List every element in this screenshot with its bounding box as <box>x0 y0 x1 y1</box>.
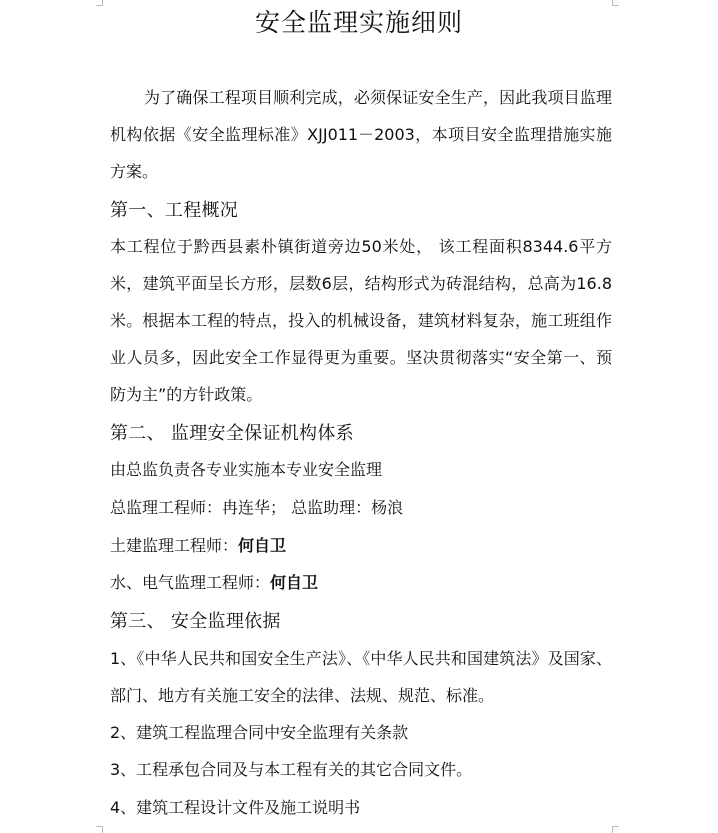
basis-item-2: 2、建筑工程监理合同中安全监理有关条款 <box>110 723 409 742</box>
basis-item-1: 1、《中华人民共和国安全生产法》、《中华人民共和国建筑法》及国家、部门、地方有关施工安全的法律、法规、规范、标准。 <box>110 649 612 705</box>
section1-body: 本工程位于黔西县素朴镇街道旁边50米处， 该工程面积8344.6平方米，建筑平面呈长方形，层数6层，结构形式为砖混结构，总高为16.8米。根据本工程的特点，投入的机械设备，建筑材料复杂，施工班组作业人员多，因此安全工作显得更为重要。坚决贯彻落实“安全第一、预防为主”的方针政策。 <box>110 237 612 404</box>
electrical-engineer-name: 何自卫 <box>270 573 319 592</box>
civil-engineer-line <box>110 535 286 557</box>
basis-item-3: 3、工程承包合同及与本工程有关的其它合同文件。 <box>110 760 473 779</box>
crop-mark-bottom-right <box>612 826 619 833</box>
supervision-line: 由总监负责各专业实施本专业安全监理 <box>110 460 383 479</box>
basis-item-4: 4、建筑工程设计文件及施工说明书 <box>110 798 361 817</box>
electrical-engineer-label: 水、电气监理工程师： <box>110 573 271 592</box>
electrical-engineer-line <box>110 572 318 594</box>
section2-heading: 第二、 监理安全保证机构体系 <box>110 423 354 444</box>
civil-engineer-label: 土建监理工程师： <box>110 536 239 555</box>
civil-engineer-name: 何自卫 <box>238 536 287 555</box>
section1-heading: 第一、工程概况 <box>110 200 239 221</box>
crop-mark-bottom-left <box>96 826 103 833</box>
chief-engineer-line: 总监理工程师：冉连华； 总监助理：杨浪 <box>110 498 404 517</box>
document-title: 安全监理实施细则 <box>254 8 463 37</box>
section3-heading: 第三、 安全监理依据 <box>110 611 281 632</box>
intro-paragraph: 为了确保工程项目顺利完成，必须保证安全生产，因此我项目监理机构依据《安全监理标准》XJJ011－2003，本项目安全监理措施实施方案。 <box>110 88 612 181</box>
crop-mark-top-right <box>612 0 619 6</box>
crop-mark-top-left <box>96 0 103 6</box>
